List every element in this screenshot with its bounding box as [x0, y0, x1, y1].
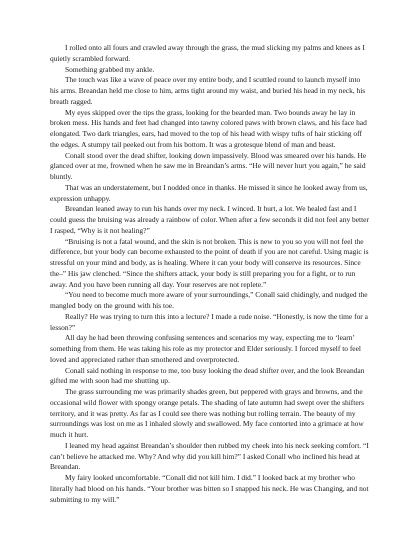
- paragraph: Conall said nothing in response to me, too busy looking the dead shifter over, and the look Breandan gifted me with soon had me shutting up.: [50, 365, 365, 386]
- paragraph: My fairy looked uncomfortable. “Conall did not kill him. I did.” I looked back at my brother who literally had blood on his hands. “Your brother was bitten so I snapped his neck. He was Changing, and not submitting to my will.”: [50, 473, 369, 504]
- paragraph: My eyes skipped over the tips the grass, looking for the bearded man. Two bounds away he lay in broken mess. His hands and feet had changed into tawny colored paws with brown claws, and his face had elongated. Two dark triangles, ears, had moved to the top of his head with wispy tufts of hair sticking off the edges. A stumpy tail peeked out from his bottom. It was a grotesque blend of man and beast.: [50, 107, 367, 149]
- paragraph: That was an understatement, but I nodded once in thanks. He missed it since he looked away from us, expression unhappy.: [50, 182, 368, 203]
- paragraph: Really? He was trying to turn this into a lecture? I made a rude noise. “Honestly, is now the time for a lesson?”: [50, 311, 368, 332]
- paragraph: “Bruising is not a fatal wound, and the skin is not broken. This is new to you so you will not feel the difference, but your body can become exhausted to the point of death if you are not careful. Using magic is stressful on your mind and body, as is healing. Where it can your body will conserve its resources. Since the–” His jaw clenched. “Since the shifters attack, your body is still preparing you for a fight, or to run away. And you have been running all day. Your reserves are not replete.”: [50, 236, 369, 289]
- paragraph: The grass surrounding me was primarily shades green, but peppered with grays and browns, and the occasional wild flower with spongy orange petals. The shading of late autumn had swept over the shifters territory, and it was pretty. As far as I could see there was nothing but rolling terrain. The beauty of my surroundings was lost on me as I inhaled slowly and swallowed. My face contorted into a grimace at how much it hurt.: [50, 387, 365, 439]
- paragraph: The touch was like a wave of peace over my entire body, and I scuttled round to launch myself into his arms. Breandan held me close to him, arms tight around my waist, and buried his head in my neck, his breath ragged.: [50, 75, 366, 106]
- paragraph: I leaned my head against Breandan’s shoulder then rubbed my cheek into his neck seeking comfort. “I can’t believe he attacked me. Why? And why did you kill him?” I asked Conall who inclined his head at Breandan.: [50, 440, 369, 472]
- paragraph: All day he had been throwing confusing sentences and scenarios my way, expecting me to ‘learn’ something from them. He was taking his role as my protector and Elder seriously. I forced myself to feel loved and appreciated rather than smothered and overprotected.: [50, 333, 361, 364]
- paragraph: “You need to become much more aware of your surroundings,” Conall said chidingly, and nudged the mangled body on the ground with his toe.: [50, 290, 368, 310]
- paragraph: Conall stood over the dead shifter, looking down impassively. Blood was smeared over his hands. He glanced over at me, frowned when he saw me in Breandan’s arms. “He will never hurt you again,” he said bluntly.: [50, 150, 367, 181]
- paragraph: I rolled onto all fours and crawled away through the grass, the mud slicking my palms and knees as I quietly scrambled forward.: [50, 43, 365, 63]
- paragraph: Something grabbed my ankle.: [65, 64, 155, 74]
- paragraph: Breandan leaned away to run his hands over my neck. I winced. It hurt, a lot. We healed fast and I could guess the bruising was already a rainbow of color. When after a few seconds it did not feel any better I rasped, “Why is it not healing?”: [50, 204, 369, 235]
